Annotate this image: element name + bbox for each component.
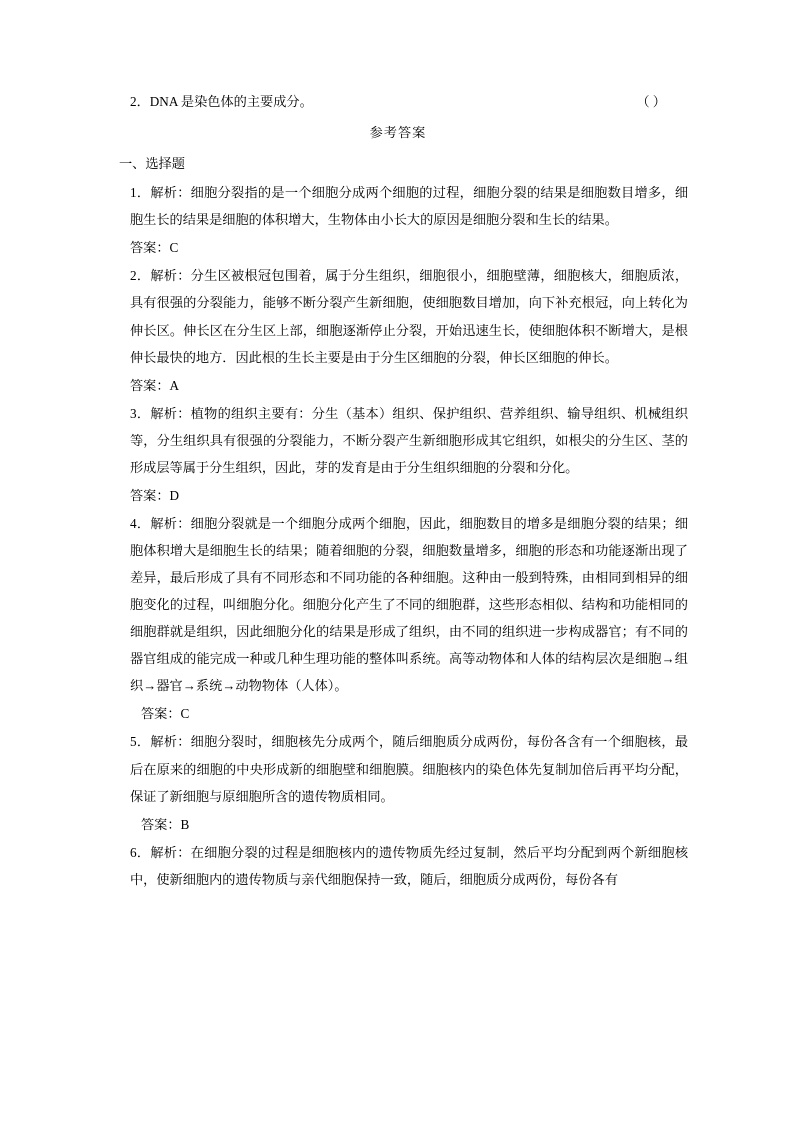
list-item [108,400,688,481]
item-number: 3． [130,405,151,421]
item-text: 细胞分裂指的是一个细胞分成两个细胞的过程，细胞分裂的结果是细胞数目增多，细胞生长的结果是细胞的体积增大，生物体由小长大的原因是细胞分裂和生长的结果。 [130,185,689,228]
item-text: 细胞分裂时，细胞核先分成两个，随后细胞质分成两份，每份各含有一个细胞核，最后在原来的细胞的中央形成新的细胞壁和细胞膜。细胞核内的染色体先复制加倍后再平均分配，保证了新细胞与原细胞所含的遗传物质相同。 [130,734,689,804]
question-text: DNA 是染色体的主要成分。 [149,94,313,109]
list-item [108,262,688,370]
item-label: 解析： [150,185,191,201]
item-number: 4． [130,515,151,531]
item-text: 在细胞分裂的过程是细胞核内的遗传物质先经过复制，然后平均分配到两个新细胞核中，使新细胞内的遗传物质与亲代细胞保持一致，随后，细胞质分成两份，每份各有 [130,844,689,887]
item-label: 解析： [150,844,191,860]
item-answer: 答案：A [130,377,180,393]
list-item [108,179,688,233]
item-label: 解析： [150,734,191,750]
item-answer: 答案：C [141,706,190,722]
answer-bracket: （ ） [636,94,666,109]
question-line [108,88,688,115]
item-number: 1． [130,185,151,201]
document-body [108,88,688,893]
item-label: 解析： [150,515,191,531]
list-item [108,839,688,893]
item-text: 分生区被根冠包围着，属于分生组织，细胞很小，细胞壁薄，细胞核大，细胞质浓，具有很强的分裂能力，能够不断分裂产生新细胞，使细胞数目增加，向下补充根冠，向上转化为伸长区。伸长区在分生区上部，细胞逐渐停止分裂，开始迅速生长，使细胞体积不断增大，是根伸长最快的地方．因此根的生长主要是由于分生区细胞的分裂，伸长区细胞的伸长。 [130,268,689,365]
item-label: 解析： [150,405,191,421]
list-item [108,510,688,699]
item-number: 2． [130,268,151,284]
item-text: 细胞分裂就是一个细胞分成两个细胞，因此，细胞数目的增多是细胞分裂的结果；细胞体积增大是细胞生长的结果；随着细胞的分裂，细胞数量增多，细胞的形态和功能逐渐出现了差异，最后形成了具有不同形态和不同功能的各种细胞。这种由一般到特殊，由相同到相异的细胞变化的过程，叫细胞分化。细胞分化产生了不同的细胞群，这些形态相似、结构和功能相同的细胞群就是组织，因此细胞分化的结果是形成了组织，由不同的组织进一步构成器官；有不同的器官组成的能完成一种或几种生理功能的整体叫系统。高等动物体和人体的结构层次是细胞→组织→器官→系统→动物物体（人体）。 [130,515,689,694]
section-heading: 一、选择题 [119,156,185,172]
item-label: 解析： [150,268,191,284]
item-number: 5． [130,734,151,750]
list-item [108,728,688,809]
page-title: 参考答案 [369,125,427,141]
question-number: 2． [130,94,150,109]
item-answer: 答案：D [130,487,180,503]
item-answer: 答案：C [130,240,179,256]
item-answer: 答案：B [141,816,190,832]
item-number: 6． [130,844,151,860]
item-text: 植物的组织主要有：分生（基本）组织、保护组织、营养组织、输导组织、机械组织等，分生组织具有很强的分裂能力，不断分裂产生新细胞形成其它组织，如根尖的分生区、茎的形成层等属于分生组织，因此，芽的发育是由于分生组织细胞的分裂和分化。 [130,405,689,475]
